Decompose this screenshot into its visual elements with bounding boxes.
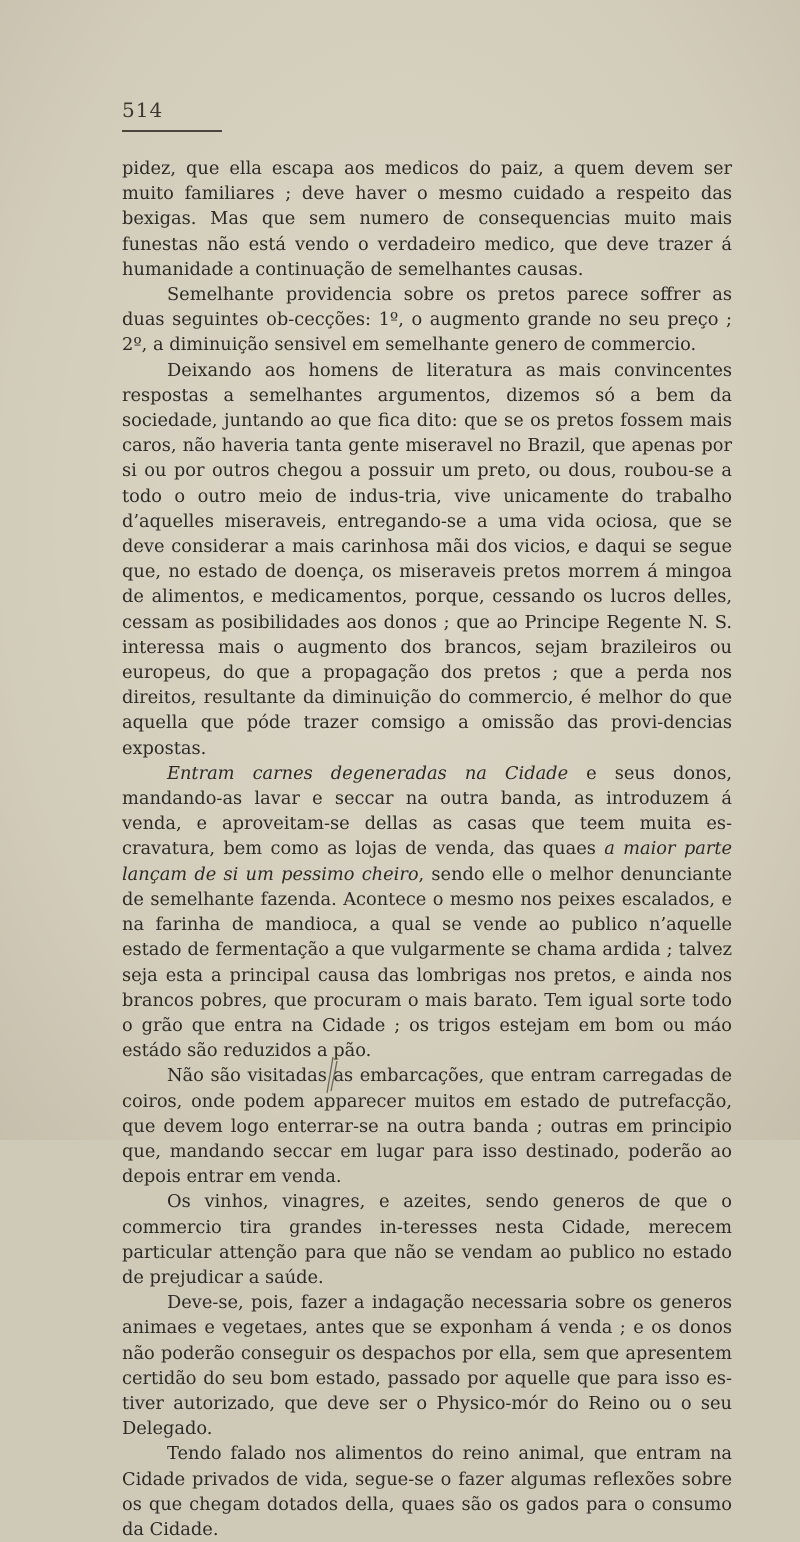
paragraph xyxy=(122,358,732,761)
paragraph xyxy=(122,156,732,282)
page-header xyxy=(122,98,218,132)
text-run: e seus donos, mandando-as lavar e seccar na outra banda, as introduzem á venda, e aproveitam-se dellas as casas que teem muita es-cravatura, bem como as lojas de venda, das quaes xyxy=(122,762,732,860)
paragraph xyxy=(122,1063,732,1189)
italic-run: a maior parte lançam de si um pessimo cheiro xyxy=(122,838,732,885)
paragraph xyxy=(122,1189,732,1290)
body-text xyxy=(122,156,732,1542)
text-run: , sendo elle o melhor denunciante de semelhante fazenda. Acontece o mesmo nos peixes escalados, e na farinha de mandioca, a qual se vende ao publico n’aquelle estado de fermentação a que vulgarmente se chama ardida ; talvez seja esta a principal causa das lombrigas nos pretos, e ainda nos brancos pobres, que procuram o mais barato. Tem igual sorte todo o grão que entra na Cidade ; os trigos estejam em bom ou máo estádo são reduzidos a pão. xyxy=(122,863,732,1062)
text-run: Semelhante providencia sobre os pretos parece soffrer as duas seguintes ob-cecções: 1º, o augmento grande no seu preço ; 2º, a diminuição sensivel em semelhante genero de commercio. xyxy=(122,284,732,356)
pencil-mark-icon xyxy=(315,1055,345,1095)
paragraph xyxy=(122,282,732,358)
text-run: Os vinhos, vinagres, e azeites, sendo generos de que o commercio tira grandes in-teresses nesta Cidade, merecem particular attenção para que não se vendam ao publico no estado de prejudicar a saúde. xyxy=(122,1191,732,1288)
paragraph xyxy=(122,1290,732,1441)
paragraph xyxy=(122,761,732,1063)
text-run: Deixando aos homens de literatura as mais convincentes respostas a semelhantes argumentos, dizemos só a bem da sociedade, juntando ao que fica dito: que se os pretos fossem mais caros, não haveria tanta gente miseravel no Brazil, que apenas por si ou por outros chegou a possuir um preto, ou dous, roubou-se a todo o outro meio de indus-tria, vive unicamente do trabalho d’aquelles miseraveis, entregando-se a uma vida ociosa, que se deve considerar a mais carinhosa mãi dos vicios, e daqui se segue que, no estado de doença, os miseraveis pretos morrem á mingoa de alimentos, e medicamentos, porque, cessando os lucros delles, cessam as posibilidades aos donos ; que ao Principe Regente N. S. interessa mais o augmento dos brancos, sejam brazileiros ou europeus, do que a propagação dos pretos ; que a perda nos direitos, resultante da diminuição do commercio, é melhor do que aquella que póde trazer comsigo a omissão das provi-dencias expostas. xyxy=(122,359,732,759)
text-run: Tendo falado nos alimentos do reino animal, que entram na Cidade privados de vida, segue-se o fazer algumas reflexões sobre os que chegam dotados della, quaes são os gados para o consumo da Cidade. xyxy=(122,1443,732,1540)
italic-run: Entram carnes degeneradas na Cidade xyxy=(167,762,569,784)
text-run: Não são visitadas as embarcações, que entram carregadas de coiros, onde podem apparecer muitos em estado de putrefacção, que devem logo enterrar-se na outra banda ; outras em principio que, mandando seccar em lugar para isso destinado, poderão ao depois entrar em venda. xyxy=(122,1065,732,1188)
page-number: 514 xyxy=(122,98,164,122)
text-run: pidez, que ella escapa aos medicos do paiz, a quem devem ser muito familiares ; deve haver o mesmo cuidado a respeito das bexigas. Mas que sem numero de consequencias muito mais funestas não está vendo o verdadeiro medico, que deve trazer á humanidade a continuação de semelhantes causas. xyxy=(122,158,732,280)
header-rule xyxy=(122,130,222,132)
paragraph xyxy=(122,1441,732,1542)
text-run: Deve-se, pois, fazer a indagação necessaria sobre os generos animaes e vegetaes, antes que se exponham á venda ; e os donos não poderão conseguir os despachos por ella, sem que apresentem certidão do seu bom estado, passado por aquelle que para isso es-tiver autorizado, que deve ser o Physico-mór do Reino ou o seu Delegado. xyxy=(122,1292,732,1440)
